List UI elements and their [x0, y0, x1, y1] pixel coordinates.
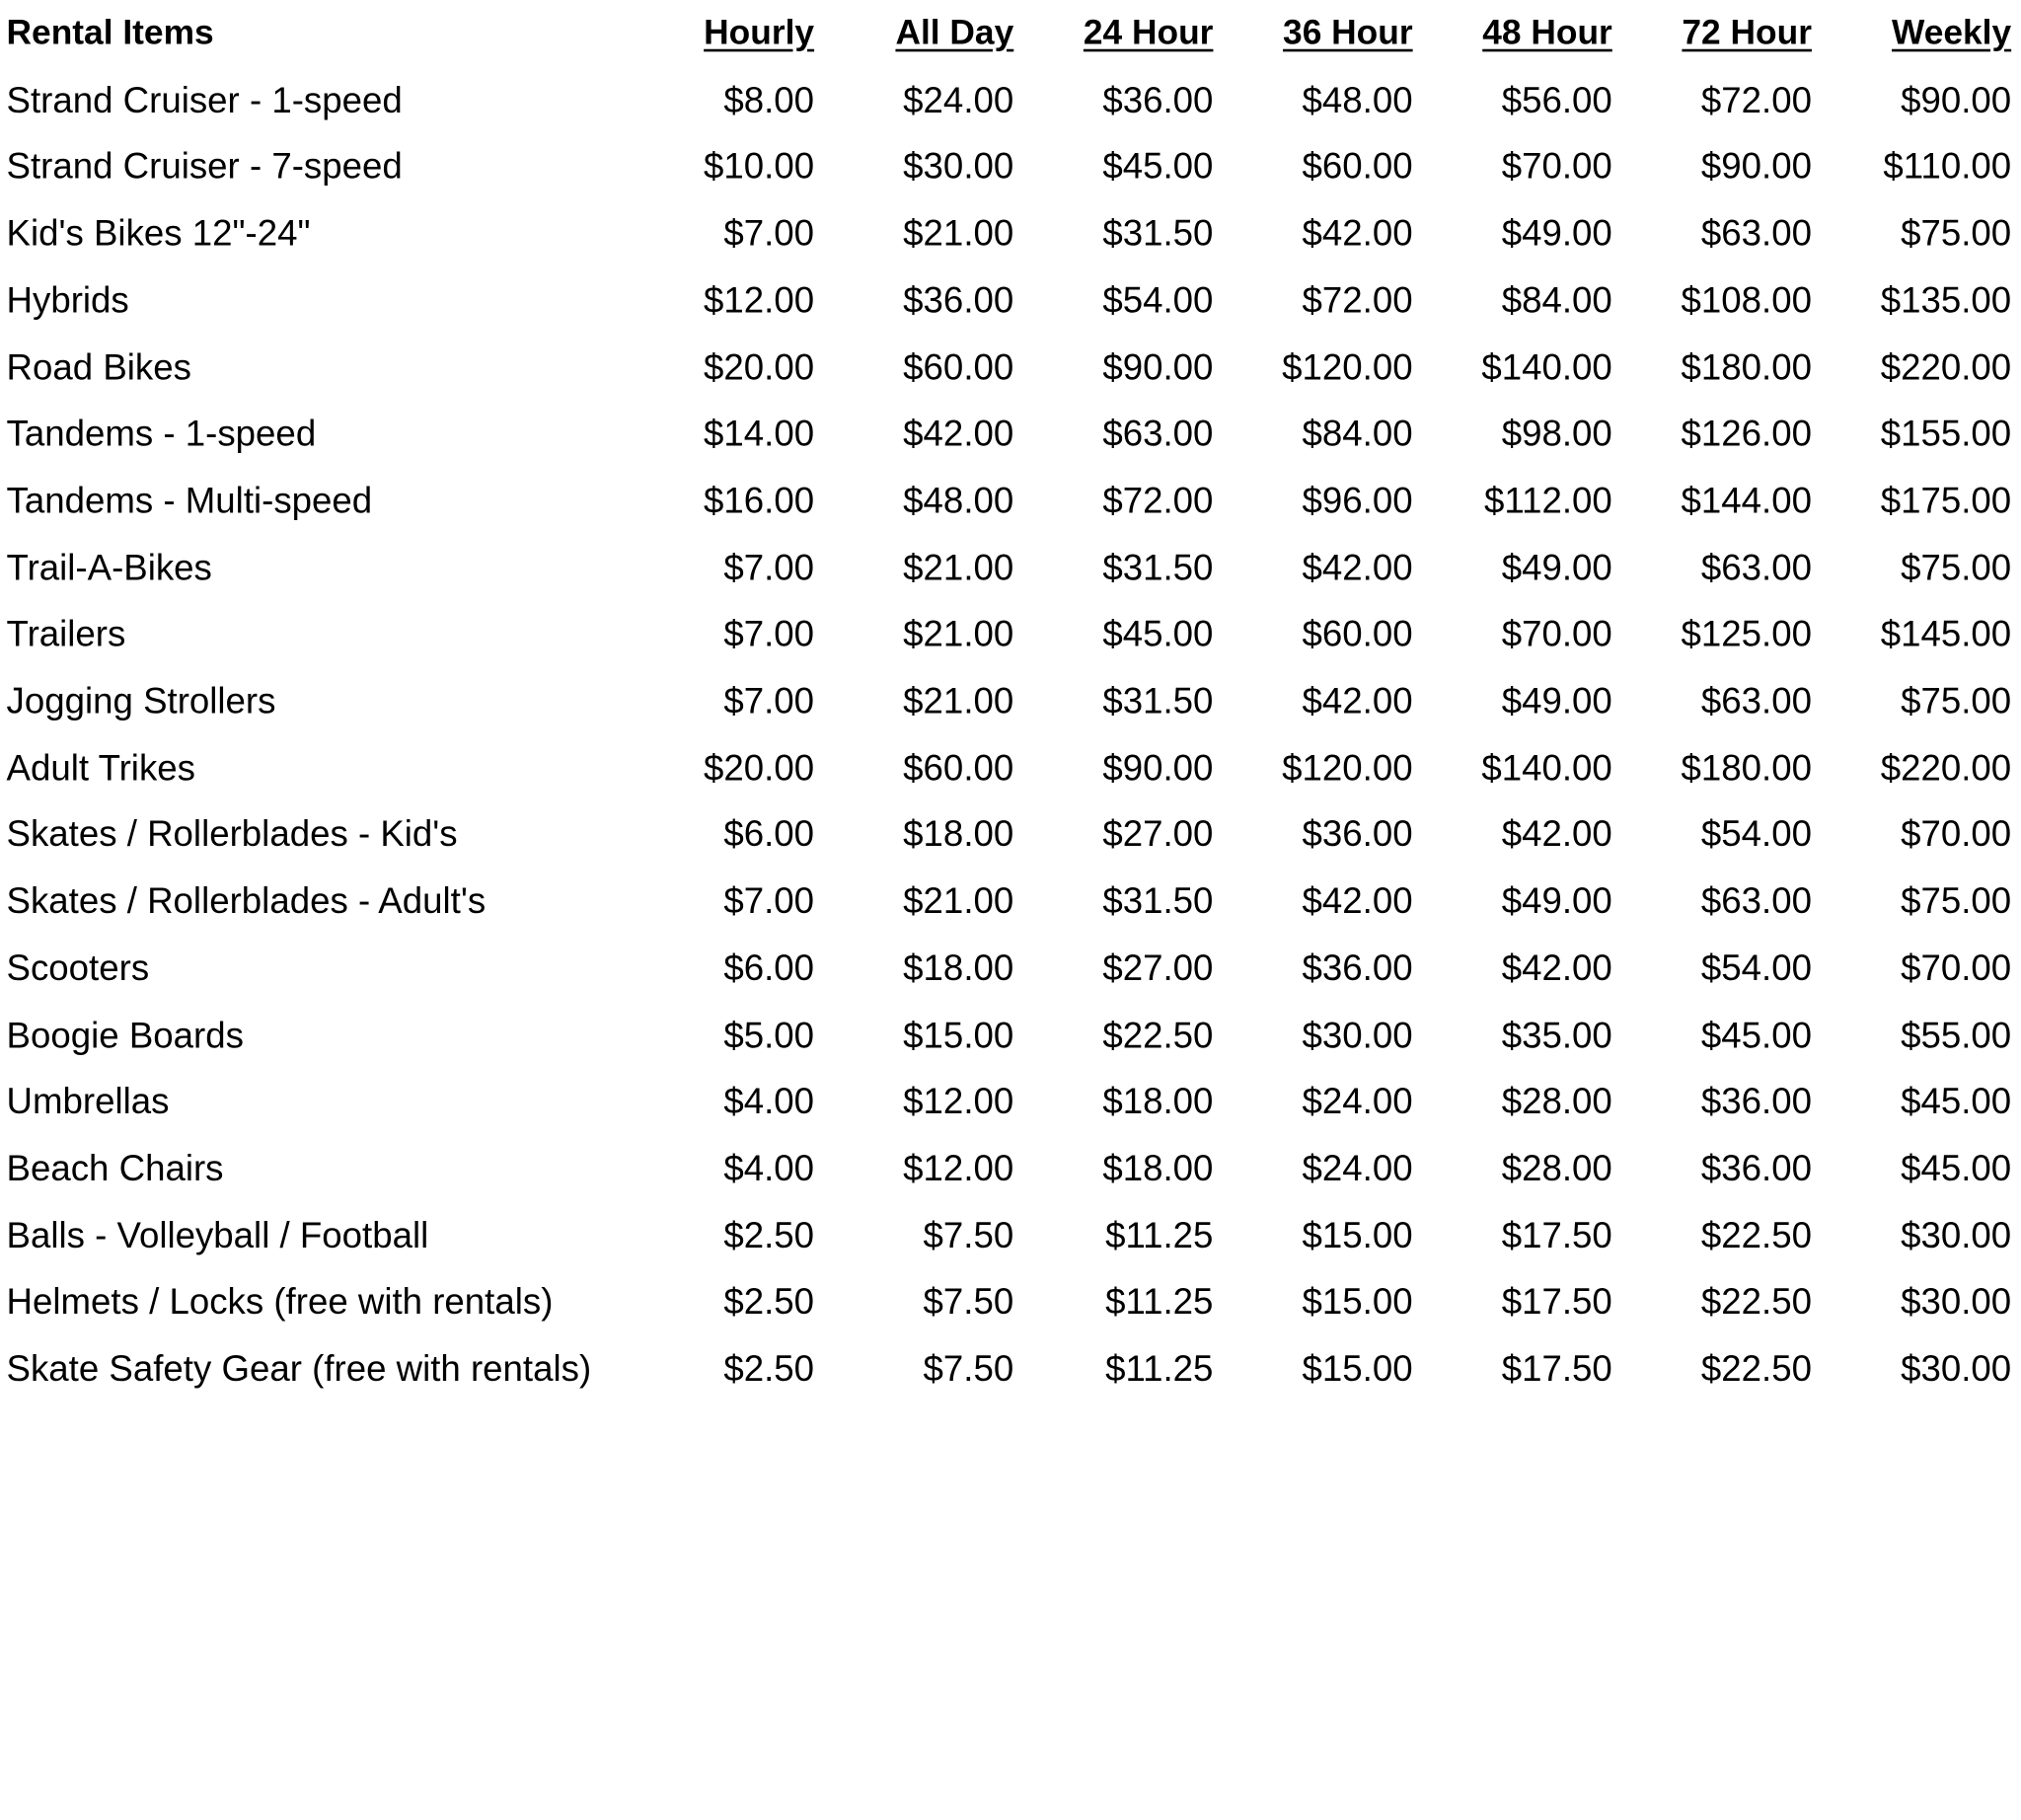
rental-item-name: Umbrellas — [6, 1081, 170, 1122]
table-row — [0, 334, 2019, 401]
table-row — [0, 267, 2019, 335]
column-header-label: 36 Hour — [1283, 13, 1413, 52]
table-row — [0, 401, 2019, 468]
rental-item-name: Skates / Rollerblades - Kid's — [6, 813, 458, 855]
price-cell: $20.00 — [704, 747, 815, 788]
price-cell: $42.00 — [1302, 880, 1413, 922]
price-cell: $54.00 — [1700, 813, 1812, 855]
column-header-36-hour — [1221, 0, 1420, 67]
table-row — [0, 801, 2019, 869]
price-cell: $15.00 — [1302, 1348, 1413, 1389]
price-cell: $30.00 — [903, 146, 1014, 187]
price-cell: $18.00 — [903, 813, 1014, 855]
price-cell: $11.25 — [1105, 1281, 1214, 1323]
price-cell: $49.00 — [1501, 880, 1612, 922]
rental-item-name: Scooters — [6, 948, 150, 988]
price-cell: $21.00 — [903, 213, 1014, 254]
table-row — [0, 67, 2019, 134]
price-cell: $84.00 — [1302, 414, 1413, 454]
rental-item-name: Strand Cruiser - 7-speed — [6, 146, 403, 187]
price-cell: $36.00 — [1302, 948, 1413, 988]
price-cell: $49.00 — [1501, 213, 1612, 254]
price-cell: $90.00 — [1102, 747, 1214, 788]
price-cell: $7.50 — [923, 1281, 1014, 1323]
price-cell: $18.00 — [1102, 1148, 1214, 1188]
table-row — [0, 601, 2019, 668]
price-cell: $63.00 — [1102, 414, 1214, 454]
price-cell: $22.50 — [1700, 1348, 1812, 1389]
price-cell: $49.00 — [1501, 547, 1612, 587]
price-cell: $7.50 — [923, 1348, 1014, 1389]
table-row — [0, 200, 2019, 267]
price-cell: $2.50 — [723, 1281, 815, 1323]
rental-item-name: Trail-A-Bikes — [6, 547, 212, 587]
price-cell: $220.00 — [1880, 747, 2012, 788]
rental-item-name: Boogie Boards — [6, 1014, 244, 1055]
price-cell: $48.00 — [903, 480, 1014, 521]
price-cell: $20.00 — [704, 346, 815, 387]
price-cell: $54.00 — [1700, 948, 1812, 988]
price-cell: $180.00 — [1681, 346, 1812, 387]
price-cell: $36.00 — [903, 279, 1014, 321]
price-cell: $72.00 — [1102, 480, 1214, 521]
price-cell: $135.00 — [1880, 279, 2012, 321]
price-cell: $5.00 — [723, 1014, 815, 1055]
table-row — [0, 935, 2019, 1002]
price-cell: $55.00 — [1901, 1014, 2012, 1055]
price-cell: $6.00 — [723, 813, 815, 855]
rental-item-name: Skates / Rollerblades - Adult's — [6, 880, 487, 922]
price-cell: $56.00 — [1501, 79, 1612, 120]
table-header — [0, 0, 2019, 67]
price-cell: $42.00 — [1302, 213, 1413, 254]
price-cell: $42.00 — [1302, 680, 1413, 721]
price-cell: $7.00 — [723, 614, 815, 654]
rental-item-name: Kid's Bikes 12"-24" — [6, 213, 311, 254]
price-cell: $31.50 — [1102, 213, 1214, 254]
column-header-72-hour — [1620, 0, 1820, 67]
price-cell: $70.00 — [1501, 146, 1612, 187]
price-cell: $36.00 — [1302, 813, 1413, 855]
table-row — [0, 1069, 2019, 1136]
price-cell: $45.00 — [1102, 614, 1214, 654]
price-cell: $54.00 — [1102, 279, 1214, 321]
price-cell: $30.00 — [1901, 1348, 2012, 1389]
price-cell: $72.00 — [1700, 79, 1812, 120]
column-header-label: Hourly — [704, 13, 815, 52]
price-cell: $60.00 — [903, 747, 1014, 788]
column-header-label: 24 Hour — [1083, 13, 1214, 52]
price-cell: $45.00 — [1102, 146, 1214, 187]
price-cell: $42.00 — [1302, 547, 1413, 587]
table-row — [0, 534, 2019, 601]
column-header-label: All Day — [895, 13, 1014, 52]
rental-item-name: Adult Trikes — [6, 747, 195, 788]
price-cell: $90.00 — [1102, 346, 1214, 387]
price-cell: $45.00 — [1901, 1081, 2012, 1122]
price-cell: $175.00 — [1880, 480, 2012, 521]
price-cell: $70.00 — [1901, 813, 2012, 855]
price-cell: $72.00 — [1302, 279, 1413, 321]
column-header-24-hour — [1021, 0, 1221, 67]
column-header-hourly — [623, 0, 822, 67]
price-cell: $7.00 — [723, 680, 815, 721]
price-cell: $4.00 — [723, 1081, 815, 1122]
table-row — [0, 1135, 2019, 1202]
price-cell: $125.00 — [1681, 614, 1812, 654]
price-cell: $8.00 — [723, 79, 815, 120]
price-cell: $220.00 — [1880, 346, 2012, 387]
table-row — [0, 734, 2019, 801]
price-cell: $120.00 — [1282, 346, 1413, 387]
column-header-48-hour — [1420, 0, 1619, 67]
price-cell: $45.00 — [1901, 1148, 2012, 1188]
price-cell: $30.00 — [1901, 1281, 2012, 1323]
price-cell: $63.00 — [1700, 680, 1812, 721]
price-cell: $36.00 — [1700, 1081, 1812, 1122]
price-cell: $90.00 — [1700, 146, 1812, 187]
price-cell: $15.00 — [1302, 1214, 1413, 1255]
column-header-all-day — [822, 0, 1021, 67]
rental-item-name: Trailers — [6, 614, 126, 654]
price-cell: $21.00 — [903, 680, 1014, 721]
price-cell: $63.00 — [1700, 213, 1812, 254]
rental-item-name: Tandems - Multi-speed — [6, 480, 373, 521]
price-cell: $75.00 — [1901, 880, 2012, 922]
price-cell: $11.25 — [1105, 1348, 1214, 1389]
column-header-weekly — [1820, 0, 2019, 67]
price-cell: $108.00 — [1681, 279, 1812, 321]
price-cell: $16.00 — [704, 480, 815, 521]
price-cell: $2.50 — [723, 1214, 815, 1255]
price-cell: $21.00 — [903, 547, 1014, 587]
price-cell: $30.00 — [1302, 1014, 1413, 1055]
price-cell: $70.00 — [1501, 614, 1612, 654]
price-cell: $42.00 — [1501, 813, 1612, 855]
price-cell: $28.00 — [1501, 1081, 1612, 1122]
price-cell: $11.25 — [1105, 1214, 1214, 1255]
price-cell: $15.00 — [903, 1014, 1014, 1055]
price-cell: $90.00 — [1901, 79, 2012, 120]
price-cell: $2.50 — [723, 1348, 815, 1389]
table-row — [0, 1002, 2019, 1069]
price-cell: $22.50 — [1700, 1214, 1812, 1255]
price-cell: $17.50 — [1501, 1281, 1612, 1323]
price-cell: $75.00 — [1901, 680, 2012, 721]
price-cell: $18.00 — [903, 948, 1014, 988]
price-cell: $31.50 — [1102, 547, 1214, 587]
price-cell: $84.00 — [1501, 279, 1612, 321]
price-cell: $63.00 — [1700, 547, 1812, 587]
header-row — [0, 0, 2019, 67]
table-row — [0, 1269, 2019, 1336]
price-cell: $112.00 — [1484, 480, 1612, 521]
price-cell: $144.00 — [1681, 480, 1812, 521]
price-cell: $27.00 — [1102, 948, 1214, 988]
rental-item-name: Hybrids — [6, 279, 129, 321]
price-cell: $12.00 — [903, 1148, 1014, 1188]
price-cell: $63.00 — [1700, 880, 1812, 922]
price-cell: $24.00 — [1302, 1148, 1413, 1188]
price-cell: $180.00 — [1681, 747, 1812, 788]
price-cell: $30.00 — [1901, 1214, 2012, 1255]
column-header-label: Weekly — [1892, 13, 2012, 52]
price-cell: $31.50 — [1102, 880, 1214, 922]
price-cell: $60.00 — [1302, 146, 1413, 187]
price-cell: $15.00 — [1302, 1281, 1413, 1323]
price-cell: $7.00 — [723, 213, 815, 254]
rental-item-name: Balls - Volleyball / Football — [6, 1214, 429, 1255]
price-cell: $96.00 — [1302, 480, 1413, 521]
table-row — [0, 1202, 2019, 1269]
column-header-label: 72 Hour — [1682, 13, 1812, 52]
table-row — [0, 1335, 2019, 1403]
price-cell: $6.00 — [723, 948, 815, 988]
price-cell: $42.00 — [1501, 948, 1612, 988]
rental-item-name: Strand Cruiser - 1-speed — [6, 79, 403, 120]
price-cell: $14.00 — [704, 414, 815, 454]
price-cell: $7.00 — [723, 880, 815, 922]
price-cell: $28.00 — [1501, 1148, 1612, 1188]
price-cell: $126.00 — [1681, 414, 1812, 454]
rental-item-name: Road Bikes — [6, 346, 191, 387]
table-row — [0, 869, 2019, 936]
table-row — [0, 668, 2019, 735]
price-cell: $60.00 — [903, 346, 1014, 387]
price-cell: $31.50 — [1102, 680, 1214, 721]
price-cell: $35.00 — [1501, 1014, 1612, 1055]
price-cell: $110.00 — [1883, 146, 2012, 187]
price-cell: $140.00 — [1481, 747, 1612, 788]
price-cell: $48.00 — [1302, 79, 1413, 120]
price-cell: $45.00 — [1700, 1014, 1812, 1055]
price-cell: $75.00 — [1901, 547, 2012, 587]
price-cell: $27.00 — [1102, 813, 1214, 855]
price-cell: $17.50 — [1501, 1348, 1612, 1389]
price-cell: $24.00 — [903, 79, 1014, 120]
price-cell: $70.00 — [1901, 948, 2012, 988]
table-body — [0, 67, 2019, 1403]
rental-item-name: Beach Chairs — [6, 1148, 224, 1188]
table-row — [0, 133, 2019, 200]
price-cell: $21.00 — [903, 614, 1014, 654]
price-cell: $22.50 — [1700, 1281, 1812, 1323]
price-cell: $145.00 — [1880, 614, 2012, 654]
price-cell: $12.00 — [903, 1081, 1014, 1122]
table-row — [0, 468, 2019, 535]
price-cell: $36.00 — [1102, 79, 1214, 120]
price-cell: $17.50 — [1501, 1214, 1612, 1255]
rental-item-name: Jogging Strollers — [6, 680, 276, 721]
rental-item-name: Helmets / Locks (free with rentals) — [6, 1281, 554, 1323]
price-cell: $21.00 — [903, 880, 1014, 922]
price-cell: $18.00 — [1102, 1081, 1214, 1122]
column-header-label: 48 Hour — [1482, 13, 1612, 52]
price-cell: $120.00 — [1282, 747, 1413, 788]
price-cell: $22.50 — [1102, 1014, 1214, 1055]
price-cell: $7.50 — [923, 1214, 1014, 1255]
price-cell: $140.00 — [1481, 346, 1612, 387]
rental-item-name: Skate Safety Gear (free with rentals) — [6, 1348, 592, 1389]
price-cell: $75.00 — [1901, 213, 2012, 254]
column-header-rental-items: Rental Items — [6, 13, 214, 52]
price-cell: $42.00 — [903, 414, 1014, 454]
price-cell: $98.00 — [1501, 414, 1612, 454]
price-cell: $36.00 — [1700, 1148, 1812, 1188]
price-cell: $7.00 — [723, 547, 815, 587]
price-cell: $49.00 — [1501, 680, 1612, 721]
price-cell: $10.00 — [704, 146, 815, 187]
price-cell: $24.00 — [1302, 1081, 1413, 1122]
price-cell: $12.00 — [704, 279, 815, 321]
price-cell: $4.00 — [723, 1148, 815, 1188]
price-cell: $60.00 — [1302, 614, 1413, 654]
price-cell: $155.00 — [1880, 414, 2012, 454]
rental-item-name: Tandems - 1-speed — [6, 414, 317, 454]
